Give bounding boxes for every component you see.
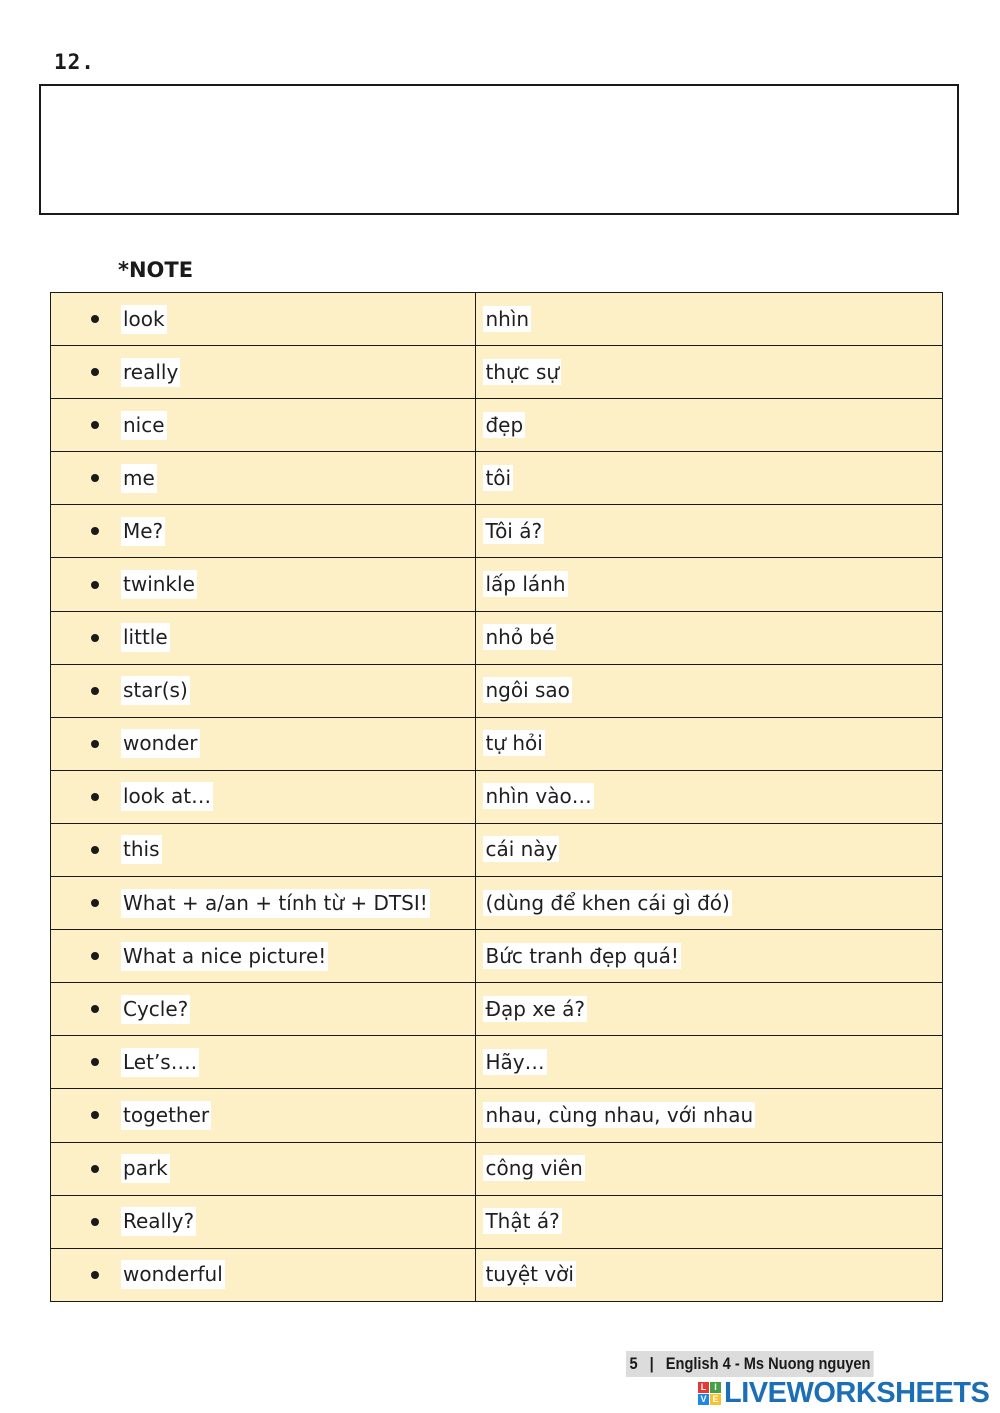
vocab-vietnamese-meaning: (dùng để khen cái gì đó) — [485, 890, 730, 915]
vocab-row — [51, 664, 943, 717]
answer-box[interactable] — [39, 84, 959, 215]
vocab-english-term: Let’s…. — [121, 1048, 199, 1077]
vocab-english-term: twinkle — [121, 570, 197, 599]
vocab-row — [51, 452, 943, 505]
vocab-english-term: park — [121, 1154, 170, 1183]
vocab-english-cell — [51, 558, 476, 611]
vocab-english-cell — [51, 930, 476, 983]
vocab-english-cell — [51, 1195, 476, 1248]
vocab-vietnamese-meaning: công viên — [485, 1156, 583, 1181]
vocab-vietnamese-cell — [476, 293, 943, 346]
vocab-vietnamese-meaning: đẹp — [485, 412, 524, 437]
bullet-icon — [91, 1271, 99, 1279]
vocab-english-cell — [51, 770, 476, 823]
vocab-english-cell — [51, 505, 476, 558]
vocab-vietnamese-cell — [476, 877, 943, 930]
vocab-row — [51, 399, 943, 452]
vocab-vietnamese-meaning: cái này — [485, 837, 558, 862]
vocab-row — [51, 770, 943, 823]
bullet-icon — [91, 899, 99, 907]
vocab-english-cell — [51, 293, 476, 346]
bullet-icon — [91, 368, 99, 376]
bullet-icon — [91, 793, 99, 801]
mark-letter: E — [710, 1394, 721, 1405]
vocab-row — [51, 1248, 943, 1301]
vocab-vietnamese-cell — [476, 770, 943, 823]
vocab-row — [51, 1142, 943, 1195]
vocab-english-term: look at… — [121, 782, 213, 811]
vocab-row — [51, 611, 943, 664]
vocab-vietnamese-cell — [476, 823, 943, 876]
vocab-english-term: nice — [121, 411, 167, 440]
vocab-row — [51, 717, 943, 770]
vocab-vietnamese-cell — [476, 1142, 943, 1195]
vocab-vietnamese-meaning: nhìn vào… — [485, 784, 592, 809]
vocab-vietnamese-cell — [476, 1195, 943, 1248]
vocab-english-term: star(s) — [121, 676, 190, 705]
vocab-english-term: What a nice picture! — [121, 942, 328, 971]
vocab-english-term: wonderful — [121, 1260, 225, 1289]
question-number: 12. — [54, 50, 95, 74]
mark-letter: V — [698, 1394, 709, 1405]
vocab-vietnamese-cell — [476, 558, 943, 611]
vocab-row — [51, 505, 943, 558]
bullet-icon — [91, 687, 99, 695]
bullet-icon — [91, 1005, 99, 1013]
liveworksheets-wordmark: LIVEWORKSHEETS — [724, 1377, 990, 1409]
vocab-english-term: Really? — [121, 1207, 196, 1236]
vocab-english-cell — [51, 664, 476, 717]
vocab-vietnamese-meaning: Hãy… — [485, 1049, 545, 1074]
vocab-vietnamese-meaning: lấp lánh — [485, 572, 566, 597]
vocab-row — [51, 877, 943, 930]
bullet-icon — [91, 846, 99, 854]
note-heading: *NOTE — [118, 258, 194, 282]
vocab-vietnamese-meaning: Đạp xe á? — [485, 996, 586, 1021]
vocab-vietnamese-meaning: Thật á? — [485, 1209, 560, 1234]
vocab-vietnamese-meaning: tự hỏi — [485, 731, 543, 756]
vocab-english-cell — [51, 611, 476, 664]
vocab-english-term: What + a/an + tính từ + DTSI! — [121, 889, 430, 918]
bullet-icon — [91, 1218, 99, 1226]
mark-letter: L — [698, 1382, 709, 1393]
vocab-english-cell — [51, 346, 476, 399]
vocab-english-cell — [51, 1142, 476, 1195]
vocab-english-term: Cycle? — [121, 995, 190, 1024]
vocab-vietnamese-cell — [476, 983, 943, 1036]
liveworksheets-logo — [698, 1378, 989, 1408]
vocab-english-term: together — [121, 1101, 211, 1130]
vocab-english-cell — [51, 399, 476, 452]
vocab-english-cell — [51, 983, 476, 1036]
vocab-vietnamese-cell — [476, 1248, 943, 1301]
page-footer — [626, 1351, 874, 1377]
bullet-icon — [91, 1058, 99, 1066]
vocab-vietnamese-meaning: nhỏ bé — [485, 625, 555, 650]
vocab-english-term: this — [121, 835, 162, 864]
bullet-icon — [91, 474, 99, 482]
page-number: 5 — [629, 1354, 638, 1373]
vocab-row — [51, 346, 943, 399]
vocab-table-body — [51, 293, 943, 1302]
vocab-vietnamese-cell — [476, 611, 943, 664]
vocab-english-cell — [51, 1036, 476, 1089]
bullet-icon — [91, 315, 99, 323]
vocab-vietnamese-cell — [476, 1089, 943, 1142]
bullet-icon — [91, 421, 99, 429]
vocab-table — [50, 292, 943, 1302]
vocab-english-cell — [51, 717, 476, 770]
vocab-vietnamese-meaning: ngôi sao — [485, 678, 570, 703]
bullet-icon — [91, 581, 99, 589]
bullet-icon — [91, 1111, 99, 1119]
footer-separator: | — [649, 1354, 654, 1373]
bullet-icon — [91, 740, 99, 748]
vocab-row — [51, 293, 943, 346]
vocab-english-term: wonder — [121, 729, 200, 758]
bullet-icon — [91, 952, 99, 960]
vocab-row — [51, 1036, 943, 1089]
vocab-english-cell — [51, 877, 476, 930]
vocab-english-term: really — [121, 358, 180, 387]
vocab-english-cell — [51, 452, 476, 505]
vocab-vietnamese-meaning: nhau, cùng nhau, với nhau — [485, 1102, 754, 1127]
vocab-english-term: little — [121, 623, 170, 652]
vocab-english-cell — [51, 1248, 476, 1301]
vocab-english-term: Me? — [121, 517, 165, 546]
bullet-icon — [91, 634, 99, 642]
vocab-vietnamese-cell — [476, 1036, 943, 1089]
bullet-icon — [91, 527, 99, 535]
vocab-row — [51, 823, 943, 876]
vocab-row — [51, 983, 943, 1036]
vocab-vietnamese-cell — [476, 399, 943, 452]
vocab-row — [51, 1195, 943, 1248]
vocab-vietnamese-cell — [476, 346, 943, 399]
bullet-icon — [91, 1165, 99, 1173]
vocab-vietnamese-cell — [476, 930, 943, 983]
vocab-english-term: look — [121, 305, 167, 334]
vocab-row — [51, 930, 943, 983]
vocab-english-cell — [51, 823, 476, 876]
course-title: English 4 - Ms Nuong nguyen — [665, 1354, 871, 1373]
mark-letter: I — [710, 1382, 721, 1393]
vocab-row — [51, 1089, 943, 1142]
vocab-vietnamese-meaning: nhìn — [485, 306, 530, 331]
vocab-vietnamese-meaning: tôi — [485, 465, 512, 490]
vocab-english-cell — [51, 1089, 476, 1142]
vocab-vietnamese-meaning: thực sự — [485, 359, 560, 384]
vocab-vietnamese-cell — [476, 505, 943, 558]
vocab-vietnamese-cell — [476, 717, 943, 770]
vocab-row — [51, 558, 943, 611]
vocab-vietnamese-meaning: Tôi á? — [485, 518, 543, 543]
liveworksheets-mark-icon — [698, 1382, 721, 1405]
vocab-vietnamese-meaning: tuyệt vời — [485, 1262, 574, 1287]
vocab-vietnamese-cell — [476, 452, 943, 505]
vocab-english-term: me — [121, 464, 157, 493]
vocab-vietnamese-meaning: Bức tranh đẹp quá! — [485, 943, 679, 968]
vocab-vietnamese-cell — [476, 664, 943, 717]
